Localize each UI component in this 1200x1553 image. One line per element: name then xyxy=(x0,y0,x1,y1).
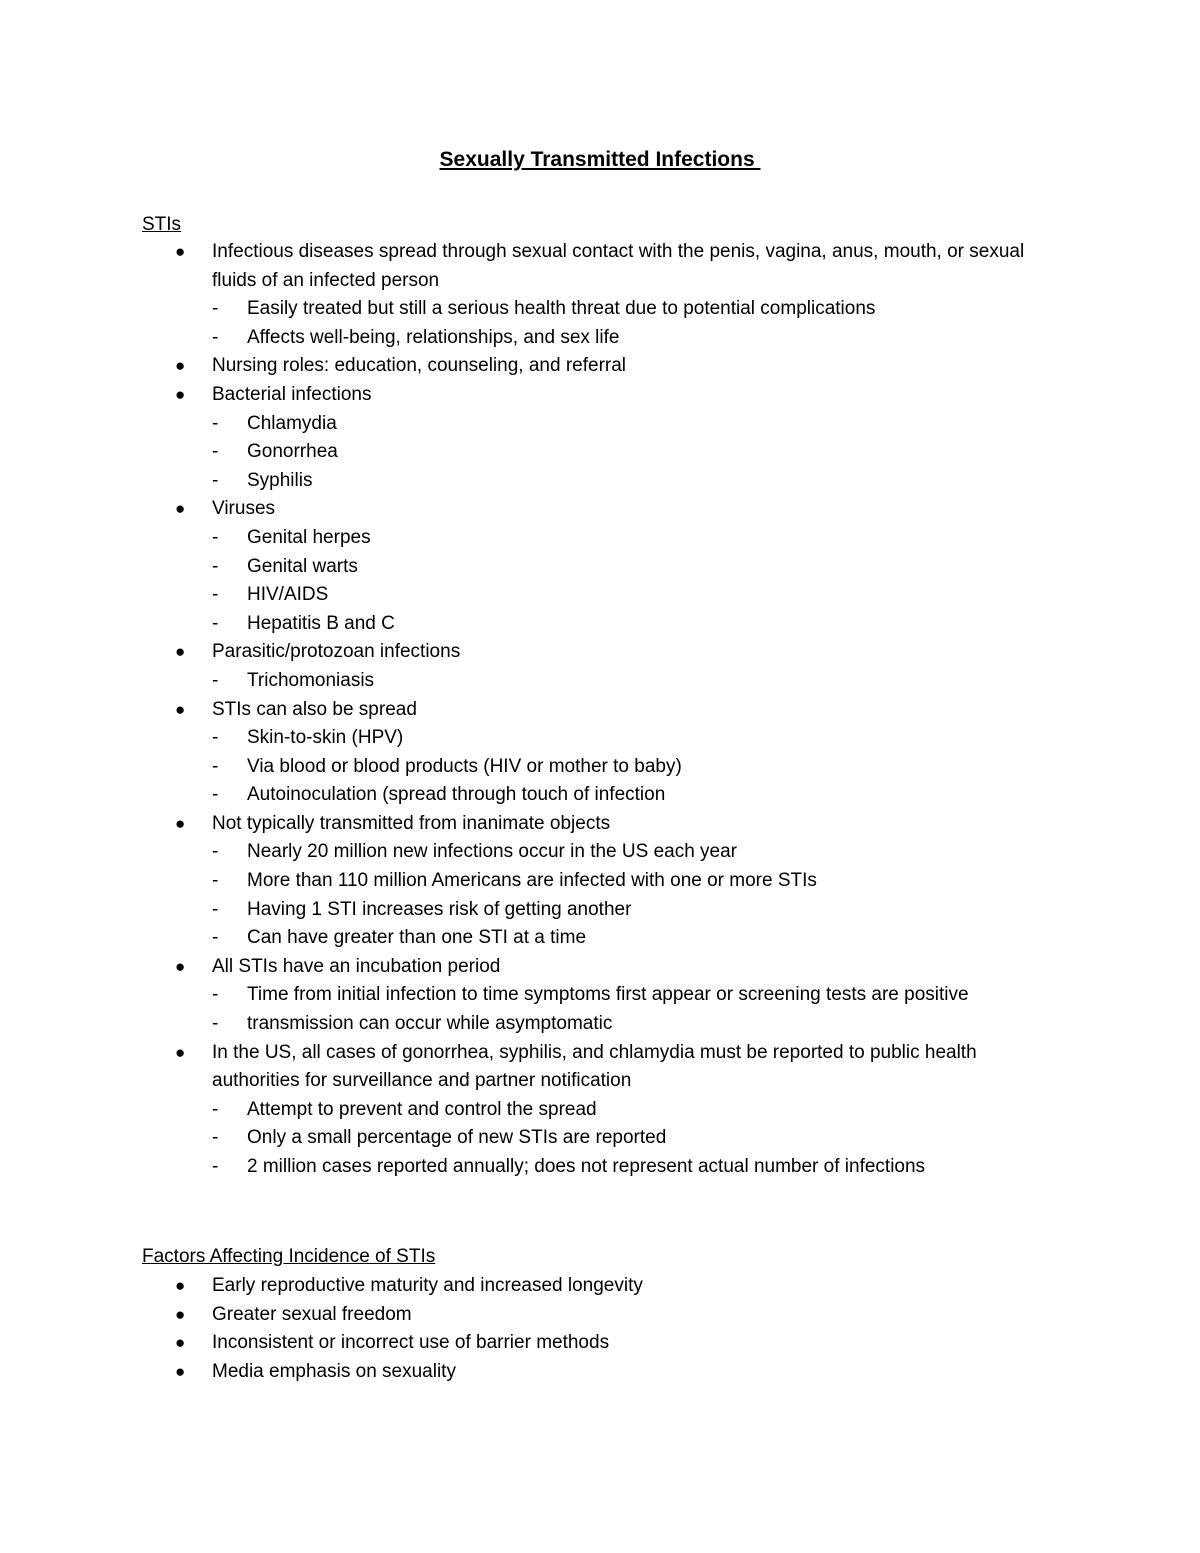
list-item xyxy=(0,381,1200,495)
dash-marker: - xyxy=(212,984,219,1006)
sub-list-item xyxy=(0,781,1050,810)
sub-list-item-text: Genital herpes xyxy=(247,526,371,548)
list-item xyxy=(0,1039,1200,1182)
sub-list-item xyxy=(0,410,1050,439)
dash-marker: - xyxy=(212,441,219,463)
sub-list-item xyxy=(0,610,1050,639)
list-item xyxy=(0,638,1200,695)
dash-marker: - xyxy=(212,1156,219,1177)
dash-marker: - xyxy=(212,526,219,548)
sub-list-item-text: Trichomoniasis xyxy=(247,669,375,691)
bullet-icon: ● xyxy=(175,699,186,719)
dash-marker: - xyxy=(212,841,219,863)
page-title: Sexually Transmitted Infections xyxy=(439,148,761,171)
sub-list-item xyxy=(0,667,1050,696)
list-item-text: Media emphasis on sexuality xyxy=(212,1360,456,1382)
sub-list-item xyxy=(0,1124,1050,1153)
sub-list-item xyxy=(0,581,1050,610)
sub-list-item xyxy=(0,467,1050,496)
dash-marker: - xyxy=(212,326,219,348)
factors-list xyxy=(0,1272,1200,1386)
list-item-text: Parasitic/protozoan infections xyxy=(212,641,461,663)
list-item-text: STIs can also be spread xyxy=(212,698,417,720)
list-item xyxy=(0,810,1200,953)
list-item-text: Early reproductive maturity and increased longevity xyxy=(212,1275,643,1296)
dash-marker: - xyxy=(212,469,219,491)
sub-list-item-text: Autoinoculation (spread through touch of infection xyxy=(247,784,666,806)
sub-list-item-text: Genital warts xyxy=(247,555,358,577)
sub-list-item xyxy=(0,553,1050,582)
bullet-icon: ● xyxy=(175,956,186,976)
list-item-text: All STIs have an incubation period xyxy=(212,955,501,977)
sub-list-item xyxy=(0,524,1050,553)
sub-list-item-text: Easily treated but still a serious health threat due to potential complications xyxy=(247,298,876,320)
dash-marker: - xyxy=(212,727,219,749)
list-item-text: Nursing roles: education, counseling, and referral xyxy=(212,355,627,377)
list-item-text: Not typically transmitted from inanimate objects xyxy=(212,812,611,834)
dash-marker: - xyxy=(212,1127,219,1149)
sub-list-item xyxy=(0,1096,1050,1125)
sub-list-item-text: Skin-to-skin (HPV) xyxy=(247,727,404,749)
bullet-icon: ● xyxy=(175,384,186,404)
sub-list-item xyxy=(0,724,1050,753)
list-item xyxy=(0,352,1200,381)
sub-list-item xyxy=(0,1153,1050,1182)
list-item xyxy=(0,1301,1200,1330)
sub-list-item xyxy=(0,324,1050,353)
list-item xyxy=(0,238,1200,352)
list-item xyxy=(0,495,1200,638)
list-item xyxy=(0,1329,1200,1358)
sub-list-item xyxy=(0,924,1050,953)
sub-list xyxy=(212,410,1050,496)
list-item-text: Bacterial infections xyxy=(212,383,372,405)
list-item-text: Infectious diseases spread through sexual contact with the penis, vagina, anus, mouth, or sexual fluids of an infected person xyxy=(212,241,1025,291)
sub-list xyxy=(212,1096,1050,1182)
sub-list-item-text: Only a small percentage of new STIs are reported xyxy=(247,1127,667,1149)
bullet-icon: ● xyxy=(175,1304,186,1324)
bullet-icon: ● xyxy=(175,356,186,376)
sub-list-item-text: Attempt to prevent and control the spread xyxy=(247,1098,597,1120)
sub-list-item xyxy=(0,838,1050,867)
dash-marker: - xyxy=(212,298,219,320)
list-item xyxy=(0,953,1200,1039)
sub-list-item-text: Having 1 STI increases risk of getting another xyxy=(247,898,632,920)
dash-marker: - xyxy=(212,784,219,806)
sub-list-item-text: Nearly 20 million new infections occur in the US each year xyxy=(247,841,738,863)
dash-marker: - xyxy=(212,927,219,949)
sub-list-item xyxy=(0,981,1050,1010)
section-heading-stis: STIs xyxy=(142,214,182,235)
sub-list-item-text: HIV/AIDS xyxy=(247,584,329,606)
bullet-icon: ● xyxy=(175,1361,186,1381)
sub-list-item-text: Gonorrhea xyxy=(247,441,338,463)
dash-marker: - xyxy=(212,669,219,691)
dash-marker: - xyxy=(212,755,219,777)
section-heading-factors: Factors Affecting Incidence of STIs xyxy=(142,1246,436,1267)
sub-list-item xyxy=(0,753,1050,782)
list-item xyxy=(0,1358,1200,1387)
bullet-icon: ● xyxy=(175,813,186,833)
dash-marker: - xyxy=(212,412,219,434)
sub-list-item-text: transmission can occur while asymptomatic xyxy=(247,1013,613,1035)
sub-list-item-text: Syphilis xyxy=(247,469,313,491)
dash-marker: - xyxy=(212,1013,219,1035)
sub-list-item-text: 2 million cases reported annually; does not represent actual number of infections xyxy=(247,1156,926,1177)
dash-marker: - xyxy=(212,898,219,920)
sub-list-item-text: More than 110 million Americans are infected with one or more STIs xyxy=(247,870,817,892)
bullet-icon: ● xyxy=(175,1042,186,1062)
stis-list xyxy=(0,238,1200,1182)
dash-marker: - xyxy=(212,1098,219,1120)
sub-list xyxy=(212,295,1050,352)
sub-list xyxy=(212,524,1050,638)
sub-list-item xyxy=(0,1010,1050,1039)
sub-list-item-text: Time from initial infection to time symptoms first appear or screening tests are positive xyxy=(247,984,969,1006)
sub-list xyxy=(212,838,1050,952)
dash-marker: - xyxy=(212,555,219,577)
bullet-icon: ● xyxy=(175,1333,186,1353)
sub-list-item-text: Chlamydia xyxy=(247,412,337,434)
sub-list-item-text: Hepatitis B and C xyxy=(247,612,395,634)
list-item-text: Viruses xyxy=(212,498,276,520)
list-item xyxy=(0,696,1200,810)
bullet-icon: ● xyxy=(175,499,186,519)
list-item-text: In the US, all cases of gonorrhea, syphilis, and chlamydia must be reported to public health authorities for surveillance and partner notification xyxy=(212,1041,977,1092)
bullet-icon: ● xyxy=(175,242,186,261)
sub-list-item xyxy=(0,295,1050,324)
sub-list-item xyxy=(0,438,1050,467)
list-item-text: Inconsistent or incorrect use of barrier methods xyxy=(212,1332,610,1354)
sub-list-item xyxy=(0,896,1050,925)
sub-list xyxy=(212,981,1050,1038)
dash-marker: - xyxy=(212,584,219,606)
sub-list-item-text: Via blood or blood products (HIV or mother to baby) xyxy=(247,755,682,777)
bullet-icon: ● xyxy=(175,642,186,662)
dash-marker: - xyxy=(212,870,219,892)
sub-list-item-text: Can have greater than one STI at a time xyxy=(247,927,587,949)
list-item-text: Greater sexual freedom xyxy=(212,1303,412,1325)
sub-list xyxy=(212,724,1050,810)
dash-marker: - xyxy=(212,612,219,634)
sub-list xyxy=(212,667,1050,696)
bullet-icon: ● xyxy=(175,1276,186,1295)
list-item xyxy=(0,1272,1200,1301)
sub-list-item-text: Affects well-being, relationships, and sex life xyxy=(247,326,620,348)
sub-list-item xyxy=(0,867,1050,896)
